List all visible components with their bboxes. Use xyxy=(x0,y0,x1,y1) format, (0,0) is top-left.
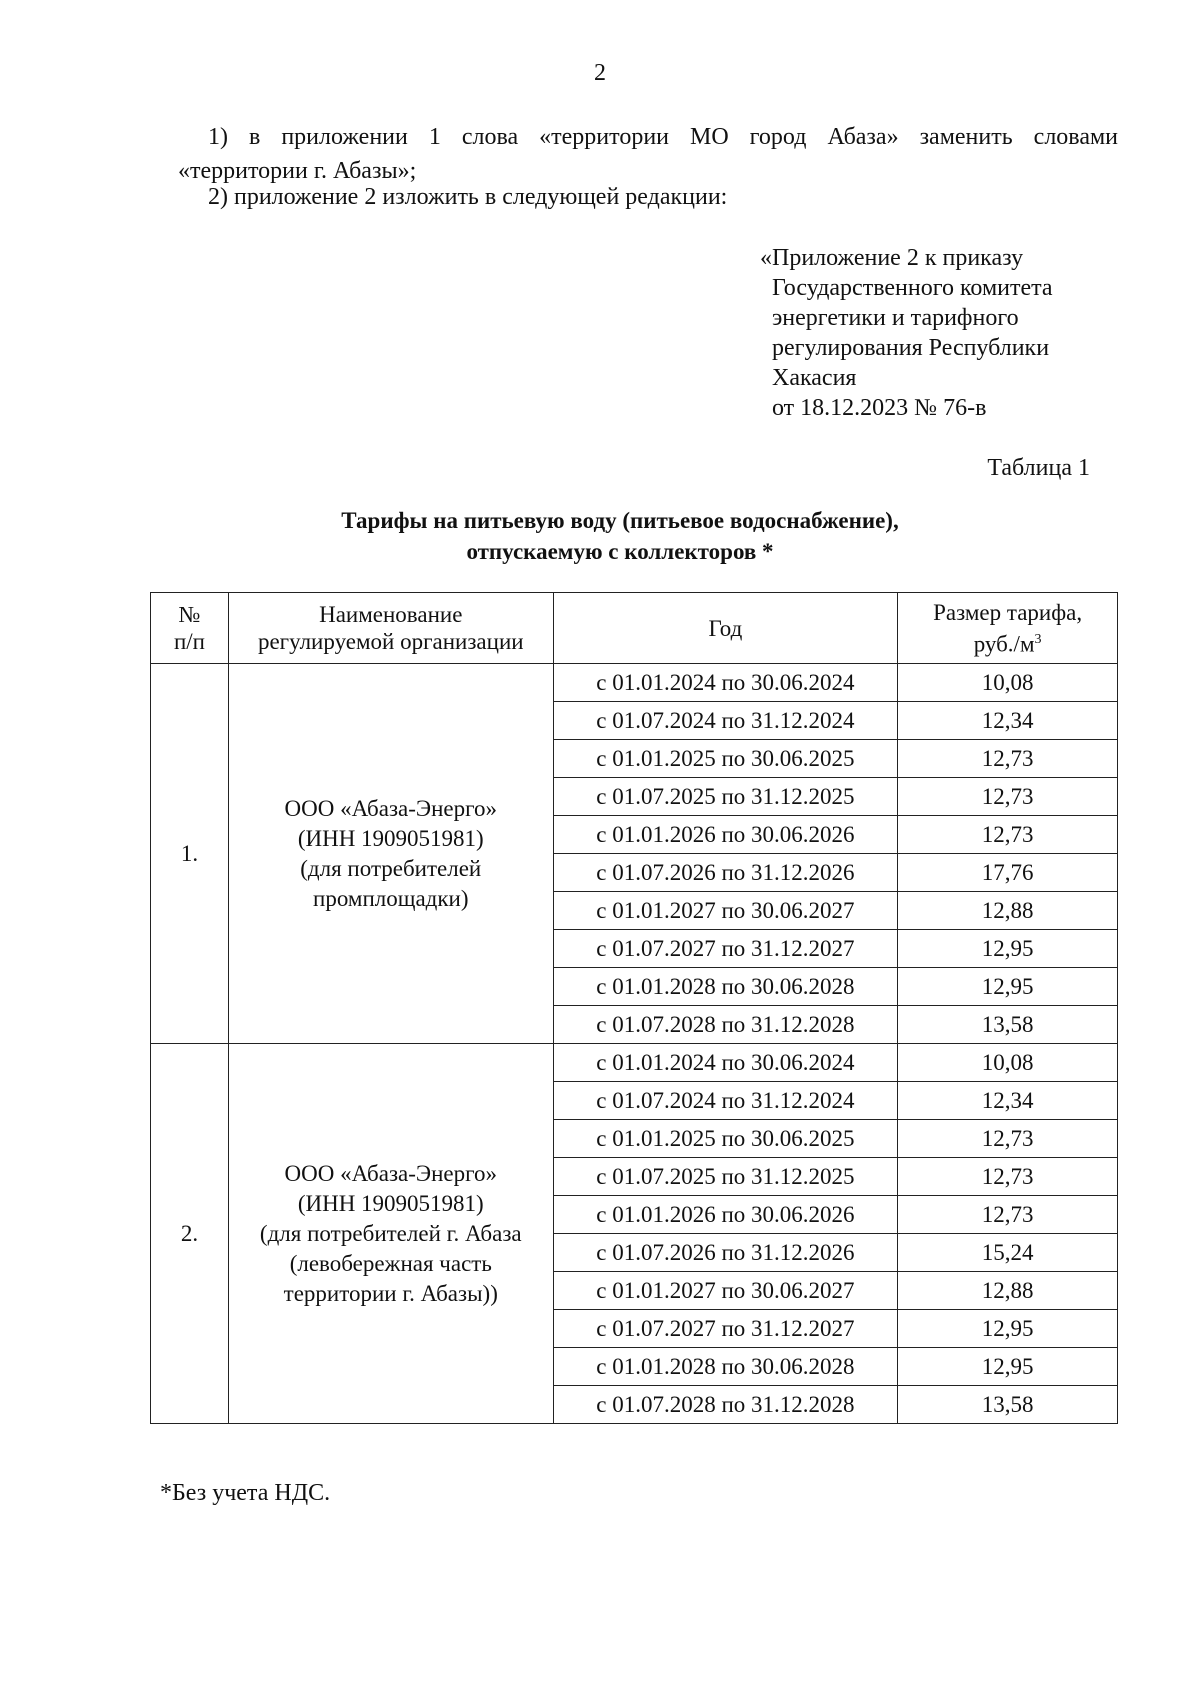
tariff-cell: 12,73 xyxy=(898,1120,1118,1158)
period-cell: с 01.01.2025 по 30.06.2025 xyxy=(553,1120,898,1158)
organization-line-4: (левобережная часть xyxy=(289,1250,492,1276)
organization-line-4: промплощадки) xyxy=(313,885,469,911)
tariff-cell: 17,76 xyxy=(898,854,1118,892)
tariff-cell: 12,34 xyxy=(898,1082,1118,1120)
header-organization-line-1: Наименование xyxy=(319,602,463,627)
table-header-row xyxy=(151,593,1118,664)
organization-name xyxy=(228,1044,553,1424)
tariff-cell: 15,24 xyxy=(898,1234,1118,1272)
period-cell: с 01.01.2026 по 30.06.2026 xyxy=(553,1196,898,1234)
period-cell: с 01.01.2024 по 30.06.2024 xyxy=(553,1044,898,1082)
tariff-cell: 12,88 xyxy=(898,1272,1118,1310)
period-cell: с 01.07.2028 по 31.12.2028 xyxy=(553,1006,898,1044)
period-cell: с 01.01.2027 по 30.06.2027 xyxy=(553,892,898,930)
organization-line-2: (ИНН 1909051981) xyxy=(297,1190,484,1216)
tariff-cell: 12,95 xyxy=(898,968,1118,1006)
header-organization xyxy=(228,593,553,664)
tariffs-table xyxy=(150,592,1118,1424)
period-cell: с 01.07.2025 по 31.12.2025 xyxy=(553,1158,898,1196)
appendix-line-4: регулирования Республики xyxy=(772,335,1050,361)
period-cell: с 01.01.2028 по 30.06.2028 xyxy=(553,968,898,1006)
table-title-line-2: отпускаемую с коллекторов * xyxy=(466,539,774,564)
period-cell: с 01.01.2028 по 30.06.2028 xyxy=(553,1348,898,1386)
period-cell: с 01.07.2026 по 31.12.2026 xyxy=(553,1234,898,1272)
period-cell: с 01.07.2026 по 31.12.2026 xyxy=(553,854,898,892)
tariff-cell: 12,95 xyxy=(898,1348,1118,1386)
table-title-line-1: Тарифы на питьевую воду (питьевое водоснабжение), xyxy=(341,508,899,533)
period-cell: с 01.07.2025 по 31.12.2025 xyxy=(553,778,898,816)
period-cell: с 01.07.2028 по 31.12.2028 xyxy=(553,1386,898,1424)
tariff-cell: 10,08 xyxy=(898,664,1118,702)
tariff-cell: 10,08 xyxy=(898,1044,1118,1082)
period-cell: с 01.07.2024 по 31.12.2024 xyxy=(553,702,898,740)
tariff-cell: 12,73 xyxy=(898,778,1118,816)
period-cell: с 01.07.2027 по 31.12.2027 xyxy=(553,1310,898,1348)
table-title xyxy=(0,505,1200,567)
header-number xyxy=(151,593,229,664)
organization-line-3: (для потребителей г. Абаза xyxy=(259,1220,522,1246)
tariff-cell: 12,95 xyxy=(898,930,1118,968)
appendix-line-6: от 18.12.2023 № 76-в xyxy=(772,395,987,421)
paragraph-1 xyxy=(178,120,1118,188)
appendix-line-1: «Приложение 2 к приказу xyxy=(760,245,1024,271)
appendix-line-2: Государственного комитета xyxy=(772,275,1053,301)
tariff-cell: 12,73 xyxy=(898,740,1118,778)
header-number-line-1: № xyxy=(178,602,201,627)
paragraph-1-line-2: «территории г. Абазы»; xyxy=(178,158,417,184)
organization-line-5: территории г. Абазы)) xyxy=(283,1280,498,1306)
table-label: Таблица 1 xyxy=(987,455,1090,481)
period-cell: с 01.01.2024 по 30.06.2024 xyxy=(553,664,898,702)
period-cell: с 01.01.2027 по 30.06.2027 xyxy=(553,1272,898,1310)
row-number: 2. xyxy=(151,1044,229,1424)
organization-line-3: (для потребителей xyxy=(300,855,482,881)
paragraph-1-line-1: 1) в приложении 1 слова «территории МО город Абаза» заменить словами xyxy=(208,124,1118,150)
header-tariff-unit: руб./м xyxy=(973,631,1035,657)
tariff-cell: 12,73 xyxy=(898,816,1118,854)
period-cell: с 01.01.2026 по 30.06.2026 xyxy=(553,816,898,854)
header-tariff xyxy=(898,593,1118,664)
period-cell: с 01.07.2027 по 31.12.2027 xyxy=(553,930,898,968)
organization-name xyxy=(228,664,553,1044)
header-year: Год xyxy=(553,593,898,664)
header-tariff-line-1: Размер тарифа, xyxy=(933,599,1083,625)
period-cell: с 01.01.2025 по 30.06.2025 xyxy=(553,740,898,778)
tariff-cell: 13,58 xyxy=(898,1386,1118,1424)
tariff-cell: 13,58 xyxy=(898,1006,1118,1044)
appendix-header xyxy=(760,243,1053,423)
header-tariff-sup: 3 xyxy=(1034,631,1042,647)
organization-line-1: ООО «Абаза-Энерго» xyxy=(284,1160,497,1186)
header-number-line-2: п/п xyxy=(173,629,205,654)
appendix-line-5: Хакасия xyxy=(772,365,857,391)
period-cell: с 01.07.2024 по 31.12.2024 xyxy=(553,1082,898,1120)
tariff-cell: 12,88 xyxy=(898,892,1118,930)
organization-line-1: ООО «Абаза-Энерго» xyxy=(284,795,497,821)
paragraph-2: 2) приложение 2 изложить в следующей редакции: xyxy=(208,184,728,210)
page-number: 2 xyxy=(594,60,606,86)
organization-line-2: (ИНН 1909051981) xyxy=(297,825,484,851)
tariff-cell: 12,34 xyxy=(898,702,1118,740)
tariff-cell: 12,73 xyxy=(898,1196,1118,1234)
header-tariff-line-2 xyxy=(898,626,1117,658)
row-number: 1. xyxy=(151,664,229,1044)
appendix-line-3: энергетики и тарифного xyxy=(772,305,1019,331)
header-organization-line-2: регулируемой организации xyxy=(257,629,524,654)
table-row xyxy=(151,1044,1118,1082)
table-row xyxy=(151,664,1118,702)
tariff-cell: 12,95 xyxy=(898,1310,1118,1348)
tariff-cell: 12,73 xyxy=(898,1158,1118,1196)
footnote: *Без учета НДС. xyxy=(160,1480,331,1506)
